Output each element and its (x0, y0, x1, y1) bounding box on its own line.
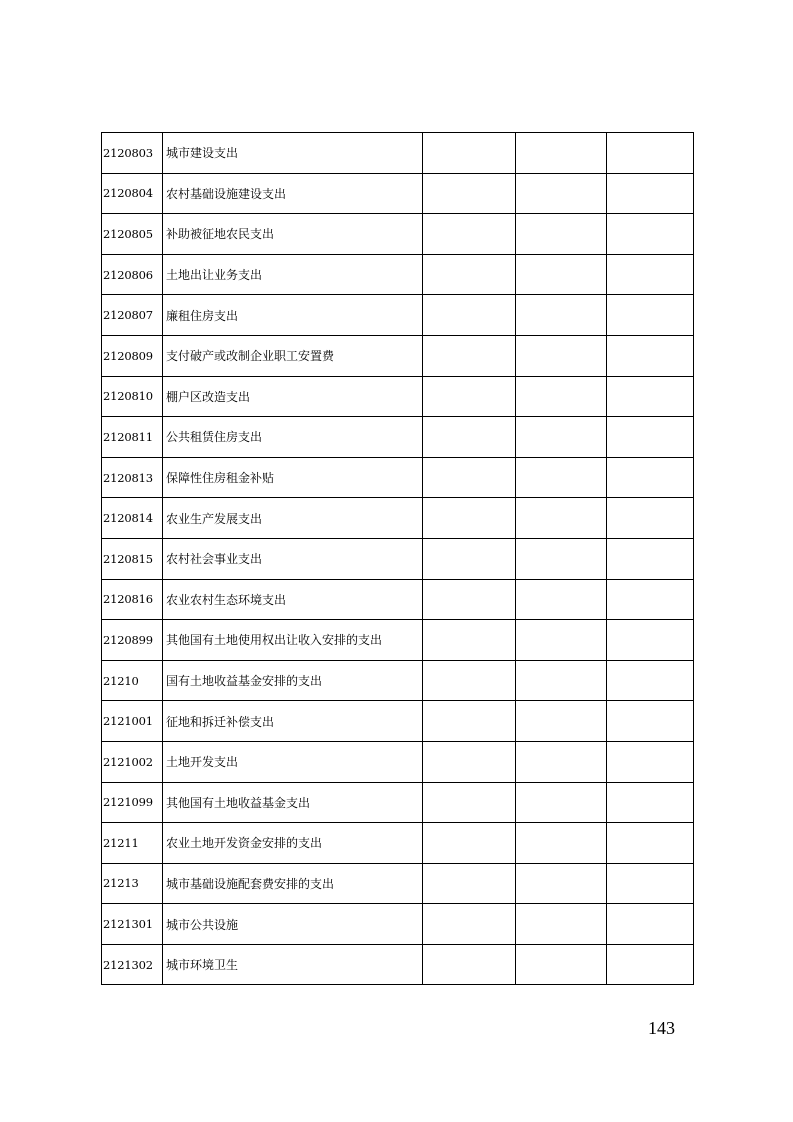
name-cell: 征地和拆迁补偿支出 (163, 701, 423, 742)
name-cell: 农村社会事业支出 (163, 538, 423, 579)
amount-cell (423, 254, 516, 295)
name-cell: 农村基础设施建设支出 (163, 173, 423, 214)
amount-cell (423, 660, 516, 701)
amount-cell (516, 417, 607, 458)
amount-cell (607, 944, 694, 985)
table-row (102, 579, 694, 620)
amount-cell (516, 254, 607, 295)
code-cell: 2121302 (102, 944, 163, 985)
amount-cell (423, 538, 516, 579)
amount-cell (607, 417, 694, 458)
amount-cell (607, 133, 694, 174)
name-cell: 棚户区改造支出 (163, 376, 423, 417)
name-cell: 农业农村生态环境支出 (163, 579, 423, 620)
code-cell: 2120814 (102, 498, 163, 539)
amount-cell (607, 498, 694, 539)
budget-table (101, 132, 694, 985)
table-row (102, 498, 694, 539)
amount-cell (516, 335, 607, 376)
amount-cell (516, 457, 607, 498)
table-row (102, 863, 694, 904)
table-row (102, 254, 694, 295)
amount-cell (516, 944, 607, 985)
amount-cell (423, 133, 516, 174)
name-cell: 城市公共设施 (163, 904, 423, 945)
amount-cell (607, 295, 694, 336)
code-cell: 2120813 (102, 457, 163, 498)
table-row (102, 823, 694, 864)
amount-cell (423, 863, 516, 904)
code-cell: 2120805 (102, 214, 163, 255)
amount-cell (516, 823, 607, 864)
amount-cell (423, 335, 516, 376)
name-cell: 补助被征地农民支出 (163, 214, 423, 255)
amount-cell (516, 863, 607, 904)
code-cell: 21211 (102, 823, 163, 864)
code-cell: 21210 (102, 660, 163, 701)
code-cell: 2121301 (102, 904, 163, 945)
amount-cell (607, 741, 694, 782)
name-cell: 农业生产发展支出 (163, 498, 423, 539)
table-row (102, 620, 694, 661)
amount-cell (516, 782, 607, 823)
name-cell: 城市建设支出 (163, 133, 423, 174)
amount-cell (423, 498, 516, 539)
code-cell: 2121001 (102, 701, 163, 742)
amount-cell (516, 295, 607, 336)
amount-cell (607, 782, 694, 823)
amount-cell (607, 173, 694, 214)
name-cell: 城市基础设施配套费安排的支出 (163, 863, 423, 904)
name-cell: 其他国有土地收益基金支出 (163, 782, 423, 823)
amount-cell (607, 214, 694, 255)
table-row (102, 214, 694, 255)
amount-cell (607, 620, 694, 661)
amount-cell (607, 863, 694, 904)
code-cell: 2120803 (102, 133, 163, 174)
amount-cell (516, 660, 607, 701)
code-cell: 2121002 (102, 741, 163, 782)
name-cell: 廉租住房支出 (163, 295, 423, 336)
code-cell: 21213 (102, 863, 163, 904)
table-row (102, 376, 694, 417)
amount-cell (423, 457, 516, 498)
name-cell: 农业土地开发资金安排的支出 (163, 823, 423, 864)
table-body (102, 133, 694, 985)
amount-cell (423, 741, 516, 782)
amount-cell (516, 214, 607, 255)
code-cell: 2120809 (102, 335, 163, 376)
code-cell: 2120815 (102, 538, 163, 579)
name-cell: 保障性住房租金补贴 (163, 457, 423, 498)
table-row (102, 660, 694, 701)
amount-cell (423, 904, 516, 945)
amount-cell (607, 904, 694, 945)
table-row (102, 417, 694, 458)
amount-cell (423, 620, 516, 661)
amount-cell (423, 376, 516, 417)
amount-cell (516, 173, 607, 214)
amount-cell (516, 741, 607, 782)
table-row (102, 904, 694, 945)
amount-cell (423, 701, 516, 742)
amount-cell (423, 417, 516, 458)
amount-cell (516, 579, 607, 620)
table-row (102, 295, 694, 336)
table-row (102, 944, 694, 985)
code-cell: 2120804 (102, 173, 163, 214)
amount-cell (516, 498, 607, 539)
code-cell: 2121099 (102, 782, 163, 823)
amount-cell (423, 214, 516, 255)
code-cell: 2120807 (102, 295, 163, 336)
name-cell: 其他国有土地使用权出让收入安排的支出 (163, 620, 423, 661)
amount-cell (607, 823, 694, 864)
amount-cell (423, 295, 516, 336)
amount-cell (423, 579, 516, 620)
amount-cell (607, 457, 694, 498)
table-row (102, 741, 694, 782)
table-row (102, 782, 694, 823)
table-row (102, 173, 694, 214)
code-cell: 2120810 (102, 376, 163, 417)
amount-cell (423, 173, 516, 214)
amount-cell (607, 660, 694, 701)
amount-cell (607, 579, 694, 620)
name-cell: 支付破产或改制企业职工安置费 (163, 335, 423, 376)
name-cell: 国有土地收益基金安排的支出 (163, 660, 423, 701)
name-cell: 公共租赁住房支出 (163, 417, 423, 458)
table-row (102, 133, 694, 174)
amount-cell (607, 538, 694, 579)
amount-cell (423, 823, 516, 864)
name-cell: 城市环境卫生 (163, 944, 423, 985)
amount-cell (516, 376, 607, 417)
amount-cell (516, 701, 607, 742)
page-number: 143 (648, 1018, 675, 1038)
amount-cell (607, 254, 694, 295)
amount-cell (516, 538, 607, 579)
name-cell: 土地开发支出 (163, 741, 423, 782)
amount-cell (516, 133, 607, 174)
table-row (102, 701, 694, 742)
amount-cell (516, 620, 607, 661)
amount-cell (607, 376, 694, 417)
amount-cell (516, 904, 607, 945)
code-cell: 2120899 (102, 620, 163, 661)
code-cell: 2120816 (102, 579, 163, 620)
amount-cell (423, 782, 516, 823)
table-row (102, 538, 694, 579)
amount-cell (607, 335, 694, 376)
code-cell: 2120806 (102, 254, 163, 295)
amount-cell (423, 944, 516, 985)
table-row (102, 457, 694, 498)
code-cell: 2120811 (102, 417, 163, 458)
amount-cell (607, 701, 694, 742)
table-row (102, 335, 694, 376)
name-cell: 土地出让业务支出 (163, 254, 423, 295)
